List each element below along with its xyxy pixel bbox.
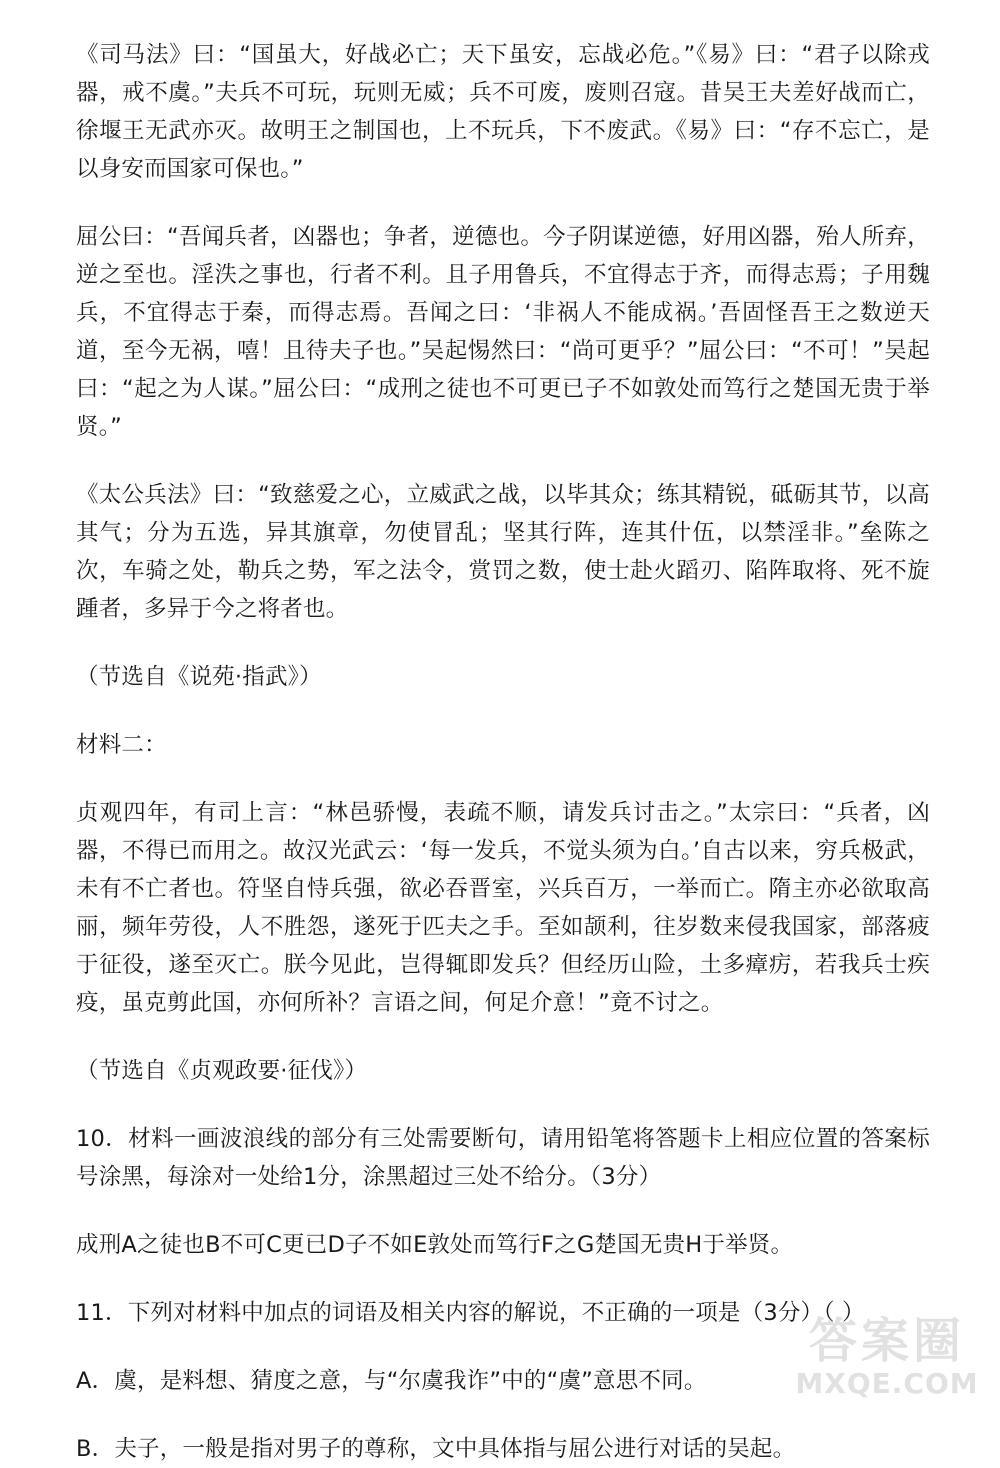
- passage-qu-gong: 屈公曰：“吾闻兵者，凶器也；争者，逆德也。今子阴谋逆德，好用凶器，殆人所弃，逆之至也。淫泆之事也，行者不利。且子用鲁兵，不宜得志于齐，而得志焉；子用魏兵，不宜得志于秦，而得志焉。吾闻之曰：‘非祸人不能成祸。’吾固怪吾王之数逆天道，至今无祸，嘻！且待夫子也。”吴起惕然曰：“尚可更乎？”屈公曰：“不可！”吴起曰：“起之为人谋。”屈公曰：“成刑之徒也不可更已子不如敦处而笃行之楚国无贵于举贤。”: [76, 224, 930, 440]
- site-watermark: [792, 1313, 982, 1403]
- passage-zhenguan: 贞观四年，有司上言：“林邑骄慢，表疏不顺，请发兵讨击之。”太宗曰：“兵者，凶器，不得已而用之。故汉光武云：‘每一发兵，不觉头须为白。’自古以来，穷兵极武，未有不亡者也。符坚自恃兵强，欲必吞晋室，兴兵百万，一举而亡。隋主亦必欲取高丽，频年劳役，人不胜怨，遂死于匹夫之手。至如颉利，往岁数来侵我国家，部落疲于征役，遂至灭亡。朕今见此，岂得辄即发兵？但经历山险，土多瘴疠，若我兵士疾疫，虽克剪此国，亦何所补？言语之间，何足介意！”竟不讨之。: [76, 800, 930, 1016]
- question-10: 10．材料一画波浪线的部分有三处需要断句，请用铅笔将答题卡上相应位置的答案标号涂黑，每涂对一处给1分，涂黑超过三处不给分。（3分）: [76, 1126, 930, 1190]
- passage-sima-fa: 《司马法》曰：“国虽大，好战必亡；天下虽安，忘战必危。”《易》曰：“君子以除戎器，戒不虞。”夫兵不可玩，玩则无威；兵不可废，废则召寇。昔吴王夫差好战而亡，徐堰王无武亦灭。故明王之制国也，上不玩兵，下不废武。《易》曰：“存不忘亡，是以身安而国家可保也。”: [76, 42, 930, 182]
- question-10-sentence: 成刑A之徒也B不可C更已D子不如E敦处而笃行F之G楚国无贵H于举贤。: [76, 1232, 794, 1258]
- watermark-url: MXQE.COM: [795, 1367, 979, 1400]
- watermark-logo-text: 答案圈: [808, 1313, 965, 1369]
- option-a: A．虞，是料想、猜度之意，与“尔虞我诈”中的“虞”意思不同。: [76, 1368, 707, 1394]
- option-b: B．夫子，一般是指对男子的尊称，文中具体指与屈公进行对话的吴起。: [76, 1436, 796, 1462]
- passage-taigong-bingfa: 《太公兵法》曰：“致慈爱之心，立威武之战，以毕其众；练其精锐，砥砺其节，以高其气；分为五选，异其旗章，勿使冒乱；坚其行阵，连其什伍，以禁淫非。”垒陈之次，车骑之处，勒兵之势，军之法令，赏罚之数，使士赴火蹈刃、陷阵取将、死不旋踵者，多异于今之将者也。: [76, 482, 930, 622]
- material-two-heading: 材料二：: [76, 732, 167, 758]
- source-note-shuoyuan: （节选自《说苑·指武》）: [76, 664, 322, 690]
- source-note-zhenguan: （节选自《贞观政要·征伐》）: [76, 1058, 368, 1084]
- question-11: 11．下列对材料中加点的词语及相关内容的解说，不正确的一项是（3分）（ ）: [76, 1300, 865, 1326]
